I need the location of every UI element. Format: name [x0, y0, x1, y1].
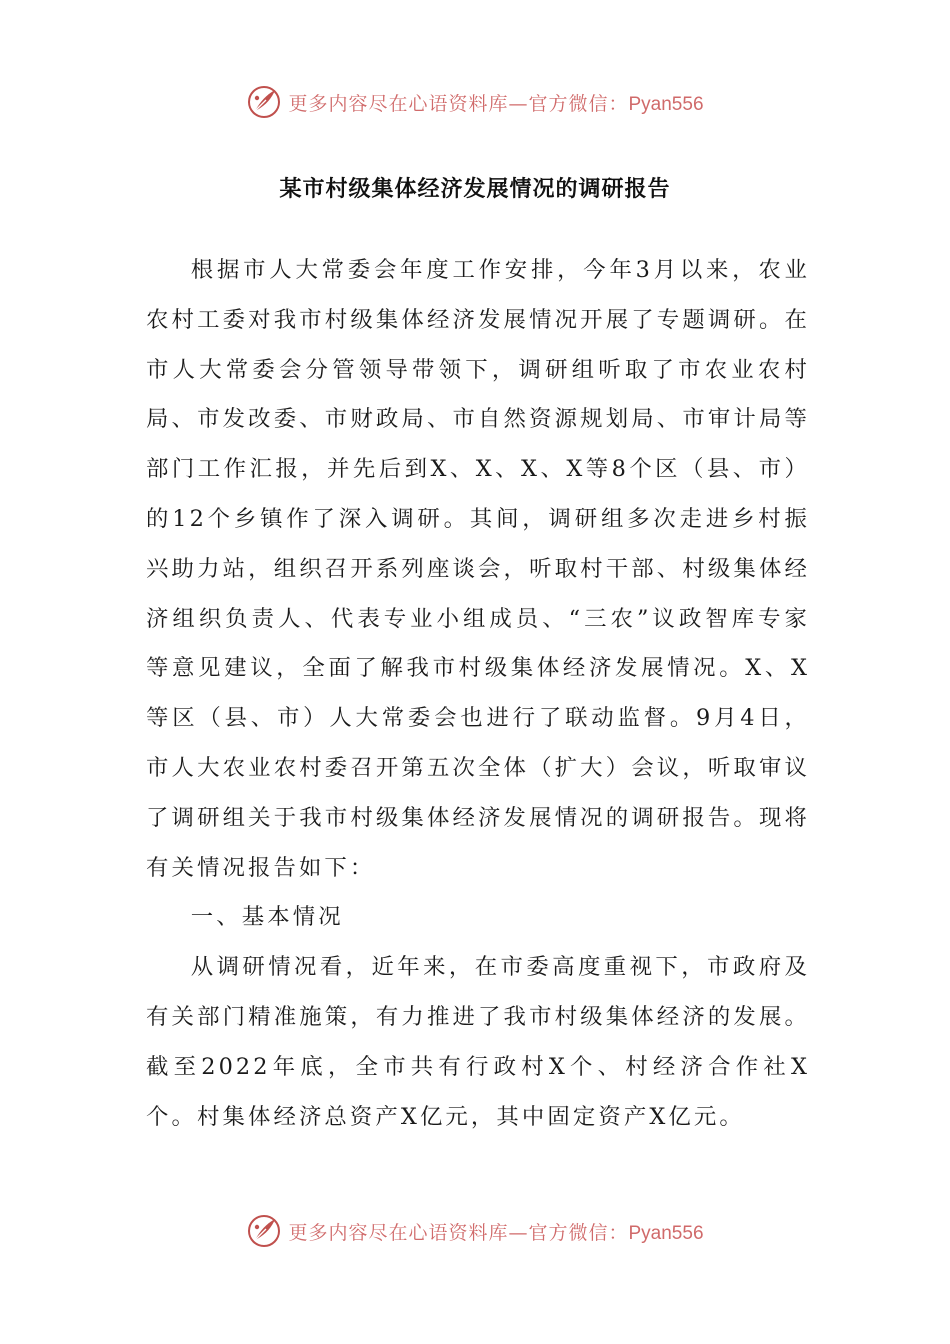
wechat-id: Pyan556 — [628, 1222, 704, 1244]
watermark-banner-bottom — [0, 1211, 950, 1251]
watermark-text — [288, 1218, 703, 1245]
document-title: 某市村级集体经济发展情况的调研报告 — [279, 177, 671, 202]
document-body — [146, 246, 810, 1142]
paragraph-basic-situation: 从调研情况看，近年来，在市委高度重视下，市政府及有关部门精准施策，有力推进了我市村级集体经济的发展。截至2022年底，全市共有行政村X个、村经济合作社X个。村集体经济总资产X亿元，其中固定资产X亿元。 — [146, 954, 810, 1130]
feather-pen-seal-icon — [246, 1213, 282, 1249]
watermark-text — [288, 89, 703, 116]
wechat-id: Pyan556 — [628, 93, 704, 115]
feather-pen-seal-icon — [246, 84, 282, 120]
watermark-label: 更多内容尽在心语资料库—官方微信： — [288, 1221, 629, 1244]
section-heading-basic-situation: 一、基本情况 — [190, 904, 344, 931]
watermark-label: 更多内容尽在心语资料库—官方微信： — [288, 92, 629, 115]
watermark-banner-top — [0, 82, 950, 122]
paragraph-intro: 根据市人大常委会年度工作安排，今年3月以来，农业农村工委对我市村级集体经济发展情况开展了专题调研。在市人大常委会分管领导带领下，调研组听取了市农业农村局、市发改委、市财政局、市自然资源规划局、市审计局等部门工作汇报，并先后到X、X、X、X等8个区（县、市）的12个乡镇作了深入调研。其间，调研组多次走进乡村振兴助力站，组织召开系列座谈会，听取村干部、村级集体经济组织负责人、代表专业小组成员、“三农”议政智库专家等意见建议，全面了解我市村级集体经济发展情况。X、X等区（县、市）人大常委会也进行了联动监督。9月4日，市人大农业农村委召开第五次全体（扩大）会议，听取审议了调研组关于我市村级集体经济发展情况的调研报告。现将有关情况报告如下： — [146, 257, 810, 881]
